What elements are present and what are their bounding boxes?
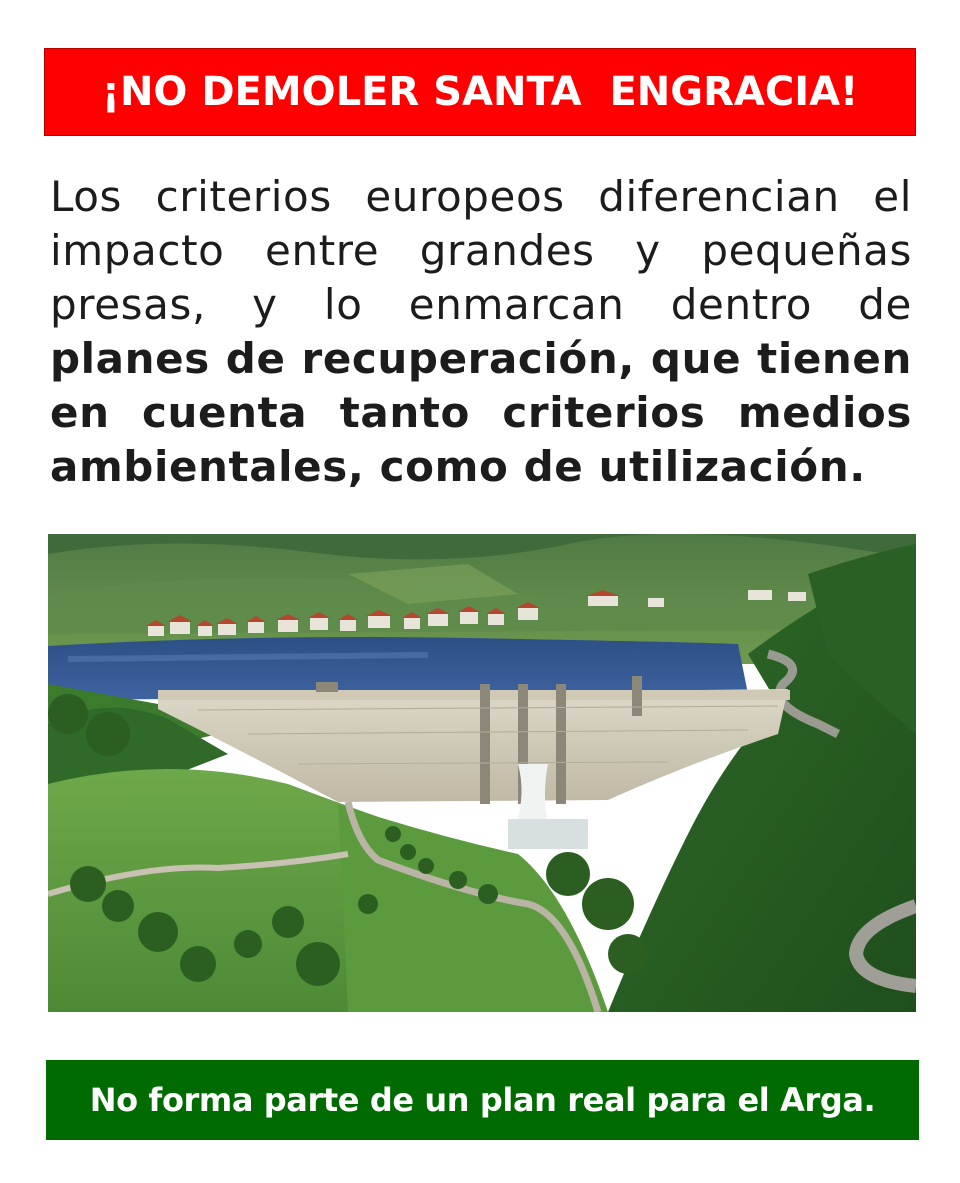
footer-banner bbox=[46, 1060, 919, 1140]
headline: ¡NO DEMOLER SANTA ENGRACIA! bbox=[101, 69, 859, 115]
footer-text: No forma parte de un plan real para el Arga. bbox=[89, 1081, 876, 1119]
body-text-bold: planes de recuperación, que tienen en cuenta tanto criterios medios ambientales, como de utilización. bbox=[50, 334, 912, 491]
body-text-regular: Los criterios europeos diferencian el impacto entre grandes y pequeñas presas, y lo enmarcan dentro de bbox=[50, 172, 912, 329]
body-paragraph bbox=[50, 170, 912, 494]
dam-reservoir-photo bbox=[48, 534, 916, 1012]
headline-banner bbox=[44, 48, 916, 136]
